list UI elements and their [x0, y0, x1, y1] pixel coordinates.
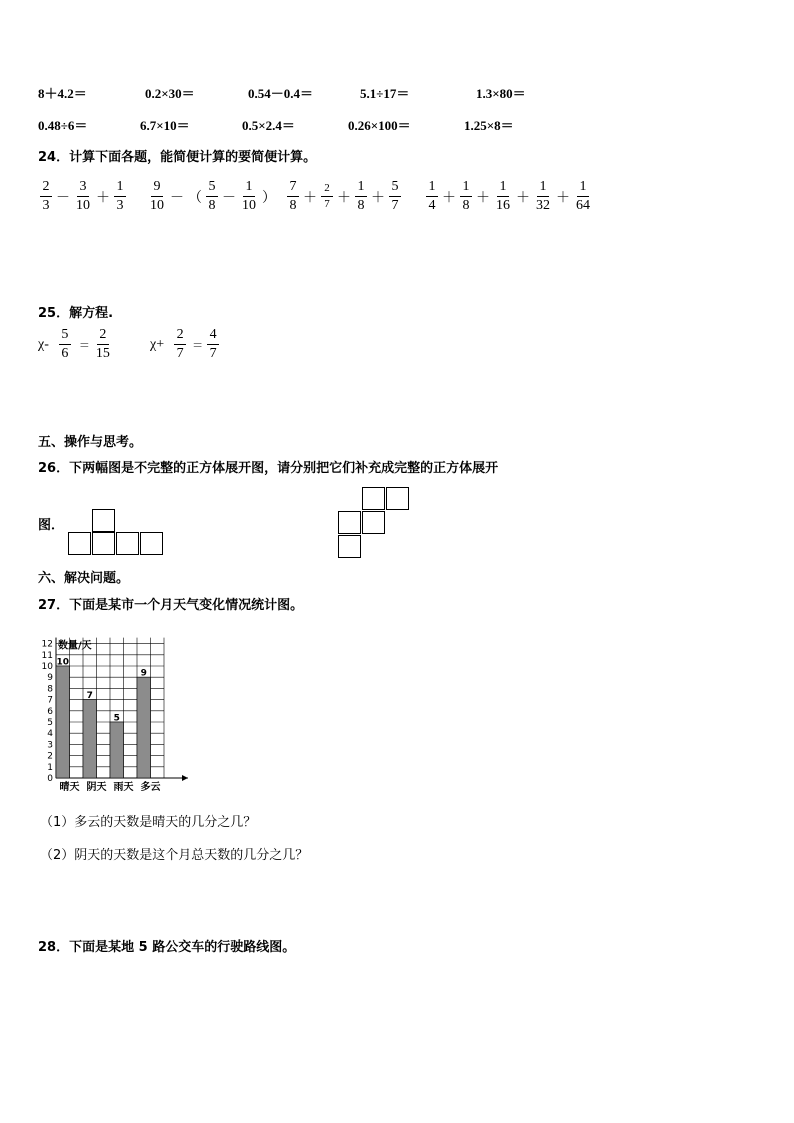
- operator: ＋: [556, 190, 570, 206]
- q26-text-line1: 26．下两幅图是不完整的正方体展开图，请分别把它们补充成完整的正方体展开: [38, 461, 499, 476]
- y-tick-label: 9: [47, 673, 53, 684]
- y-tick-label: 12: [41, 639, 53, 650]
- net-square: [338, 511, 361, 534]
- q26-text-line2: 图．: [38, 518, 65, 533]
- net-square: [116, 532, 139, 555]
- bar: [110, 722, 124, 778]
- x-tick-label: 雨天: [113, 782, 134, 793]
- net-square: [338, 535, 361, 558]
- y-tick-label: 1: [47, 762, 53, 773]
- variable: χ-: [38, 336, 49, 352]
- operator: ＋: [96, 190, 110, 206]
- fraction: $\frac{1}{8}$: [460, 180, 472, 213]
- y-tick-label: 5: [47, 718, 53, 728]
- fraction: $\frac{5}{6}$: [59, 328, 71, 361]
- x-tick-label: 多云: [140, 782, 161, 793]
- paren-right: ）: [262, 190, 276, 206]
- y-tick-label: 2: [47, 751, 53, 762]
- y-tick-label: 3: [47, 740, 53, 751]
- equals-sign: ＝: [192, 339, 204, 352]
- fraction: $\frac{1}{10}$: [242, 179, 256, 213]
- net-square: [92, 532, 115, 555]
- q27-sub-question-1: （1）多云的天数是晴天的几分之几？: [40, 815, 257, 830]
- y-axis-label: 数量/天: [58, 640, 92, 652]
- q27-sub-question-2: （2）阴天的天数是这个月总天数的几分之几？: [40, 848, 309, 863]
- calc-item: 6.7×10＝: [140, 118, 190, 133]
- fraction: $\frac{1}{3}$: [114, 180, 126, 213]
- net-square: [362, 511, 385, 534]
- fraction: $\frac{1}{16}$: [496, 179, 510, 213]
- operator: ＋: [371, 190, 385, 206]
- net-square: [140, 532, 163, 555]
- q24-expression-2: [146, 180, 278, 213]
- calc-item: 8＋4.2＝: [38, 86, 87, 101]
- net-square: [92, 509, 115, 532]
- bar: [56, 666, 70, 778]
- calc-item: 0.5×2.4＝: [242, 118, 295, 133]
- calc-item: 0.2×30＝: [145, 86, 195, 101]
- q24-title: 24．计算下面各题，能简便计算的要简便计算。: [38, 150, 317, 165]
- operator: ＋: [516, 190, 530, 206]
- fraction: $\frac{1}{64}$: [576, 179, 590, 213]
- calc-item: 0.48÷6＝: [38, 118, 88, 133]
- x-tick-label: 阴天: [86, 782, 107, 793]
- fraction: $\frac{2}{7}$: [174, 328, 186, 361]
- operator: ＋: [337, 190, 351, 206]
- q28-title: 28．下面是某地 5 路公交车的行驶路线图。: [38, 940, 296, 955]
- fraction: $\frac{9}{10}$: [150, 179, 164, 213]
- calc-item: 1.25×8＝: [464, 118, 514, 133]
- calc-item: 0.26×100＝: [348, 118, 411, 133]
- bar-data-label: 9: [140, 668, 147, 679]
- fraction: $\frac{2}{7}$: [321, 183, 333, 210]
- operator: ＋: [476, 190, 490, 206]
- bar-data-label: 7: [86, 691, 93, 702]
- section-6-heading: 六、解决问题。: [38, 571, 130, 586]
- x-axis-arrow: [182, 775, 188, 781]
- weather-bar-chart: [36, 628, 216, 796]
- y-tick-label: 10: [41, 662, 53, 672]
- fraction: $\frac{5}{8}$: [206, 180, 218, 213]
- fraction: $\frac{2}{15}$: [95, 327, 110, 361]
- fraction: $\frac{3}{10}$: [76, 179, 90, 213]
- y-tick-label: 8: [47, 684, 53, 695]
- y-tick-label: 6: [47, 706, 53, 717]
- y-tick-label: 4: [47, 729, 53, 740]
- chart-svg: [36, 628, 216, 796]
- q24-expression-1: [38, 180, 128, 213]
- operator: －: [170, 190, 184, 206]
- paren-left: （: [188, 190, 202, 206]
- fraction: $\frac{2}{3}$: [40, 180, 52, 213]
- operator: ＋: [303, 190, 317, 206]
- fraction: $\frac{1}{4}$: [426, 180, 438, 213]
- q27-title: 27．下面是某市一个月天气变化情况统计图。: [38, 598, 304, 613]
- variable: χ+: [150, 336, 165, 352]
- calc-item: 0.54－0.4＝: [248, 86, 314, 101]
- bar: [83, 700, 97, 778]
- net-square: [362, 487, 385, 510]
- operator: －: [56, 190, 70, 206]
- q24-expression-3: [285, 180, 403, 213]
- q25-equation-2: [148, 328, 221, 361]
- equals-sign: ＝: [78, 339, 90, 352]
- calc-item: 5.1÷17＝: [360, 86, 410, 101]
- fraction: $\frac{1}{32}$: [536, 179, 550, 213]
- q24-expression-4: [424, 180, 594, 213]
- operator: ＋: [442, 190, 456, 206]
- bar-data-label: 5: [113, 713, 120, 724]
- q25-equation-1: [36, 328, 114, 361]
- x-tick-label: 晴天: [59, 782, 80, 793]
- y-tick-label: 0: [47, 774, 53, 784]
- net-square: [68, 532, 91, 555]
- y-tick-label: 7: [47, 695, 53, 706]
- fraction: $\frac{5}{7}$: [389, 180, 401, 213]
- fraction: $\frac{7}{8}$: [287, 180, 299, 213]
- fraction: $\frac{4}{7}$: [207, 328, 219, 361]
- bar: [137, 677, 151, 778]
- bar-data-label: 10: [56, 657, 70, 668]
- operator: －: [222, 190, 236, 206]
- fraction: $\frac{1}{8}$: [355, 180, 367, 213]
- y-tick-label: 11: [41, 650, 53, 661]
- calc-item: 1.3×80＝: [476, 86, 526, 101]
- net-square: [386, 487, 409, 510]
- q25-title: 25．解方程.: [38, 306, 114, 321]
- section-5-heading: 五、操作与思考。: [38, 435, 143, 450]
